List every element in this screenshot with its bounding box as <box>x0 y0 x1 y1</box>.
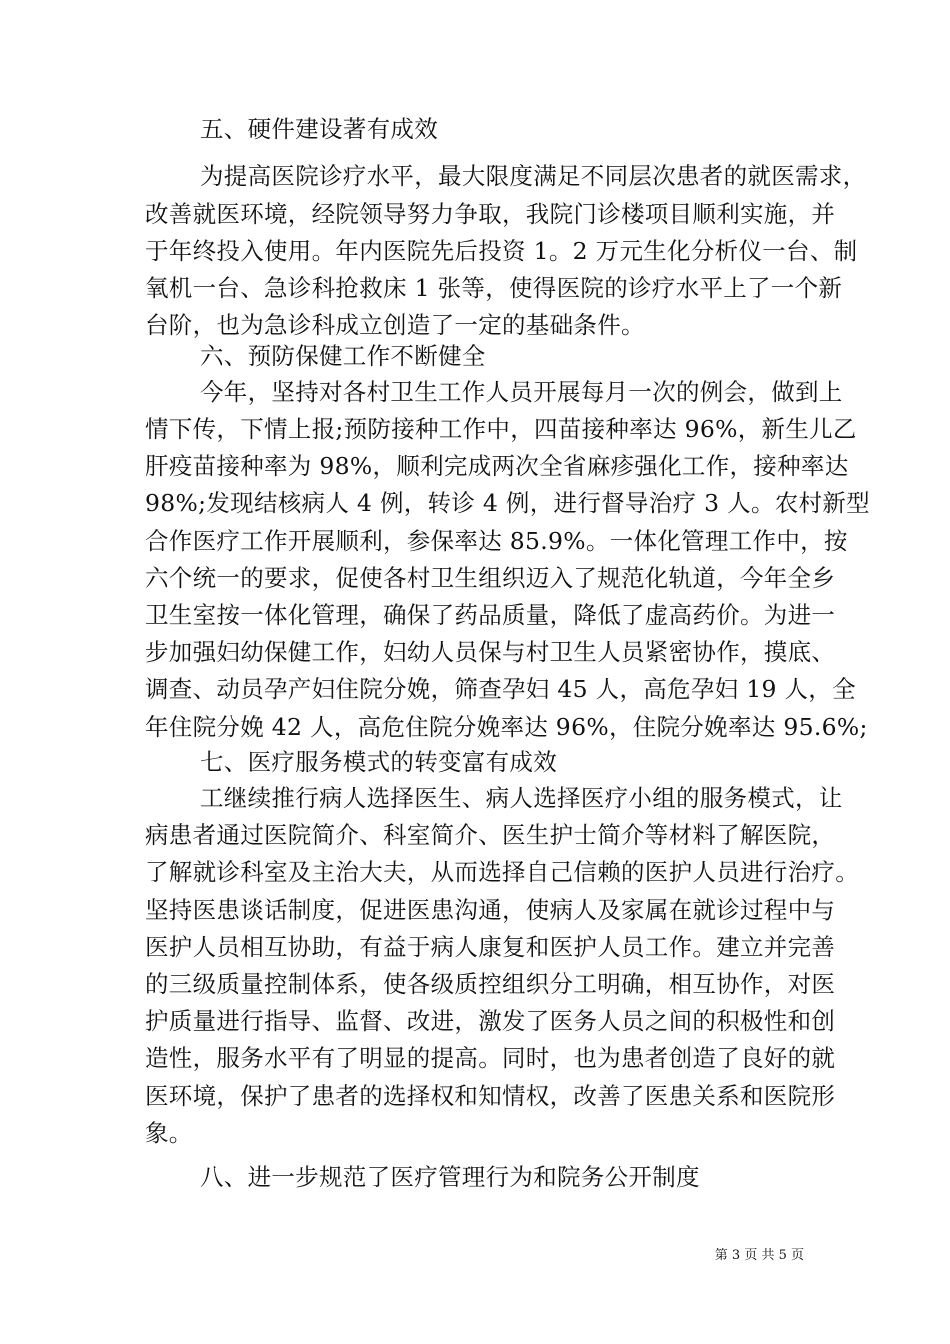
paragraph-line: 卫生室按一体化管理，确保了药品质量，降低了虚高药价。为进一 <box>145 601 836 629</box>
paragraph-line: 调查、动员孕产妇住院分娩，筛查孕妇 45 人，高危孕妇 19 人，全 <box>145 675 856 703</box>
paragraph-line: 工继续推行病人选择医生、病人选择医疗小组的服务模式，让 <box>200 784 843 812</box>
page-number: 第 3 页 共 5 页 <box>714 1248 804 1263</box>
heading-section-8: 八、进一步规范了医疗管理行为和院务公开制度 <box>200 1163 700 1191</box>
paragraph-line: 年住院分娩 42 人，高危住院分娩率达 96%，住院分娩率达 95.6%; <box>145 713 868 741</box>
paragraph-line: 医环境，保护了患者的选择权和知情权，改善了医患关系和医院形 <box>145 1082 836 1110</box>
heading-section-5: 五、硬件建设著有成效 <box>200 115 438 143</box>
paragraph-line: 坚持医患谈话制度，促进医患沟通，使病人及家属在就诊过程中与 <box>145 896 836 924</box>
paragraph-line: 步加强妇幼保健工作，妇幼人员保与村卫生人员紧密协作，摸底、 <box>145 638 836 666</box>
paragraph-line: 今年，坚持对各村卫生工作人员开展每月一次的例会，做到上 <box>200 378 843 406</box>
paragraph-line: 护质量进行指导、监督、改进，激发了医务人员之间的积极性和创 <box>145 1007 836 1035</box>
paragraph-line: 合作医疗工作开展顺利，参保率达 85.9%。一体化管理工作中，按 <box>145 527 848 555</box>
paragraph-line: 改善就医环境，经院领导努力争取，我院门诊楼项目顺利实施，并 <box>145 200 836 228</box>
paragraph-line: 98%;发现结核病人 4 例，转诊 4 例，进行督导治疗 3 人。农村新型 <box>145 489 870 517</box>
heading-section-6: 六、预防保健工作不断健全 <box>200 342 486 370</box>
paragraph-line: 六个统一的要求，促使各村卫生组织迈入了规范化轨道，今年全乡 <box>145 564 836 592</box>
paragraph-line: 情下传，下情上报;预防接种工作中，四苗接种率达 96%，新生儿乙 <box>145 415 857 443</box>
paragraph-line: 了解就诊科室及主治大夫，从而选择自己信赖的医护人员进行治疗。 <box>145 858 859 886</box>
paragraph-line: 肝疫苗接种率为 98%，顺利完成两次全省麻疹强化工作，接种率达 <box>145 452 849 480</box>
paragraph-line: 的三级质量控制体系，使各级质控组织分工明确，相互协作，对医 <box>145 970 836 998</box>
paragraph-line: 氧机一台、急诊科抢救床 1 张等，使得医院的诊疗水平上了一个新 <box>145 274 843 302</box>
paragraph-line: 台阶，也为急诊科成立创造了一定的基础条件。 <box>145 311 645 339</box>
paragraph-line: 为提高医院诊疗水平，最大限度满足不同层次患者的就医需求， <box>200 162 867 190</box>
heading-section-7: 七、医疗服务模式的转变富有成效 <box>200 748 557 776</box>
paragraph-line: 于年终投入使用。年内医院先后投资 1。2 万元生化分析仪一台、制 <box>145 237 858 265</box>
paragraph-line: 象。 <box>145 1119 193 1147</box>
paragraph-line: 医护人员相互协助，有益于病人康复和医护人员工作。建立并完善 <box>145 933 836 961</box>
paragraph-line: 造性，服务水平有了明显的提高。同时，也为患者创造了良好的就 <box>145 1044 836 1072</box>
paragraph-line: 病患者通过医院简介、科室简介、医生护士简介等材料了解医院， <box>145 821 836 849</box>
